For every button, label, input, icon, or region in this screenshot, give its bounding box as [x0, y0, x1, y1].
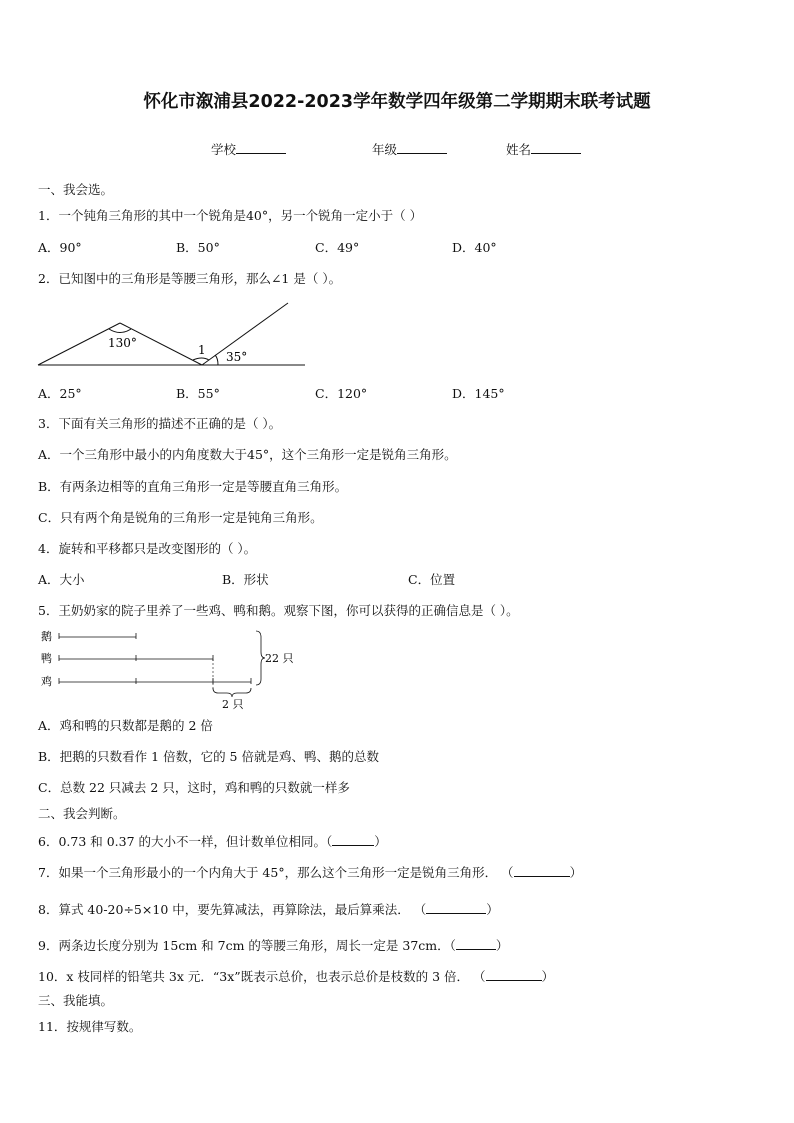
- q1-option-c[interactable]: C．49°: [315, 240, 360, 255]
- section-3-heading: 三、我能填。: [38, 993, 114, 1008]
- section-1-heading: 一、我会选。: [38, 182, 114, 197]
- q6-close-paren: ）: [374, 834, 387, 849]
- q10-answer-blank[interactable]: [486, 968, 542, 981]
- q8-close-paren: ）: [486, 902, 499, 917]
- q6-text: 6．0.73 和 0.37 的大小不一样，但计数单位相同。（: [38, 834, 333, 849]
- q5-total-label: 22 只: [265, 652, 294, 665]
- q9-text: 9．两条边长度分别为 15cm 和 7cm 的等腰三角形，周长一定是 37cm．（: [38, 938, 456, 953]
- q5-duck-label: 鸭: [41, 652, 52, 665]
- school-label: 学校: [211, 142, 237, 157]
- q3-option-c[interactable]: C．只有两个角是锐角的三角形一定是钝角三角形。: [38, 510, 323, 525]
- q8: [38, 901, 499, 918]
- section-2-heading: 二、我会判断。: [38, 806, 126, 821]
- q2-option-d[interactable]: D．145°: [452, 386, 505, 401]
- q10-text: 10．x 枝同样的铅笔共 3x 元．“3x”既表示总价，也表示总价是枝数的 3 倍． （: [38, 969, 486, 984]
- q1-option-a[interactable]: A．90°: [38, 240, 82, 255]
- q9-answer-blank[interactable]: [456, 937, 496, 950]
- q2-option-a[interactable]: A．25°: [38, 386, 82, 401]
- q2-option-b[interactable]: B．55°: [176, 386, 220, 401]
- q7-close-paren: ）: [569, 865, 583, 880]
- q6: [38, 833, 387, 850]
- q9: [38, 937, 508, 954]
- q11-stem: 11．按规律写数。: [38, 1019, 142, 1034]
- name-label: 姓名: [506, 142, 532, 157]
- q5-chicken-label: 鸡: [41, 675, 52, 688]
- q2-option-c[interactable]: C．120°: [315, 386, 368, 401]
- q3-option-a[interactable]: A．一个三角形中最小的内角度数大于45°，这个三角形一定是锐角三角形。: [38, 447, 457, 462]
- q7-answer-blank[interactable]: [514, 864, 570, 877]
- q5-goose-label: 鹅: [41, 630, 52, 643]
- q2-angle-right-label: 35°: [226, 350, 248, 364]
- q4-option-a[interactable]: A．大小: [38, 572, 85, 587]
- grade-label: 年级: [372, 142, 398, 157]
- q2-angle-1-label: 1: [198, 343, 206, 357]
- q1-option-d[interactable]: D．40°: [452, 240, 497, 255]
- q5-stem: 5．王奶奶家的院子里养了一些鸡、鸭和鹅。观察下图，你可以获得的正确信息是（ ）。: [38, 603, 519, 618]
- q7: [38, 864, 582, 881]
- page-title: 怀化市溆浦县2022-2023学年数学四年级第二学期期末联考试题: [143, 92, 651, 112]
- q1-stem: 1．一个钝角三角形的其中一个锐角是40°，另一个锐角一定小于（ ）: [38, 208, 423, 223]
- q3-option-b[interactable]: B．有两条边相等的直角三角形一定是等腰直角三角形。: [38, 479, 348, 494]
- q5-option-c[interactable]: C．总数 22 只减去 2 只，这时，鸡和鸭的只数就一样多: [38, 780, 350, 795]
- q8-text: 8．算式 40-20÷5×10 中，要先算减法，再算除法，最后算乘法． （: [38, 902, 427, 917]
- q6-answer-blank[interactable]: [332, 833, 374, 846]
- q3-stem: 3．下面有关三角形的描述不正确的是（ ）。: [38, 416, 282, 431]
- q5-option-b[interactable]: B．把鹅的只数看作 1 倍数，它的 5 倍就是鸡、鸭、鹅的总数: [38, 749, 379, 764]
- q10-close-paren: ）: [541, 969, 555, 984]
- q2-angle-top-label: 130°: [108, 336, 137, 350]
- q10: [38, 968, 554, 985]
- q4-option-b[interactable]: B．形状: [222, 572, 269, 587]
- q1-option-b[interactable]: B．50°: [176, 240, 220, 255]
- q9-close-paren: ）: [495, 938, 509, 953]
- q4-stem: 4．旋转和平移都只是改变图形的（ ）。: [38, 541, 257, 556]
- q2-stem: 2．已知图中的三角形是等腰三角形，那么∠1 是（ ）。: [38, 271, 342, 286]
- q8-answer-blank[interactable]: [426, 901, 486, 914]
- q7-text: 7．如果一个三角形最小的一个内角大于 45°，那么这个三角形一定是锐角三角形． （: [38, 865, 514, 880]
- q4-option-c[interactable]: C．位置: [408, 572, 456, 587]
- q5-option-a[interactable]: A．鸡和鸭的只数都是鹅的 2 倍: [38, 718, 213, 733]
- q5-diff-label: 2 只: [222, 698, 244, 711]
